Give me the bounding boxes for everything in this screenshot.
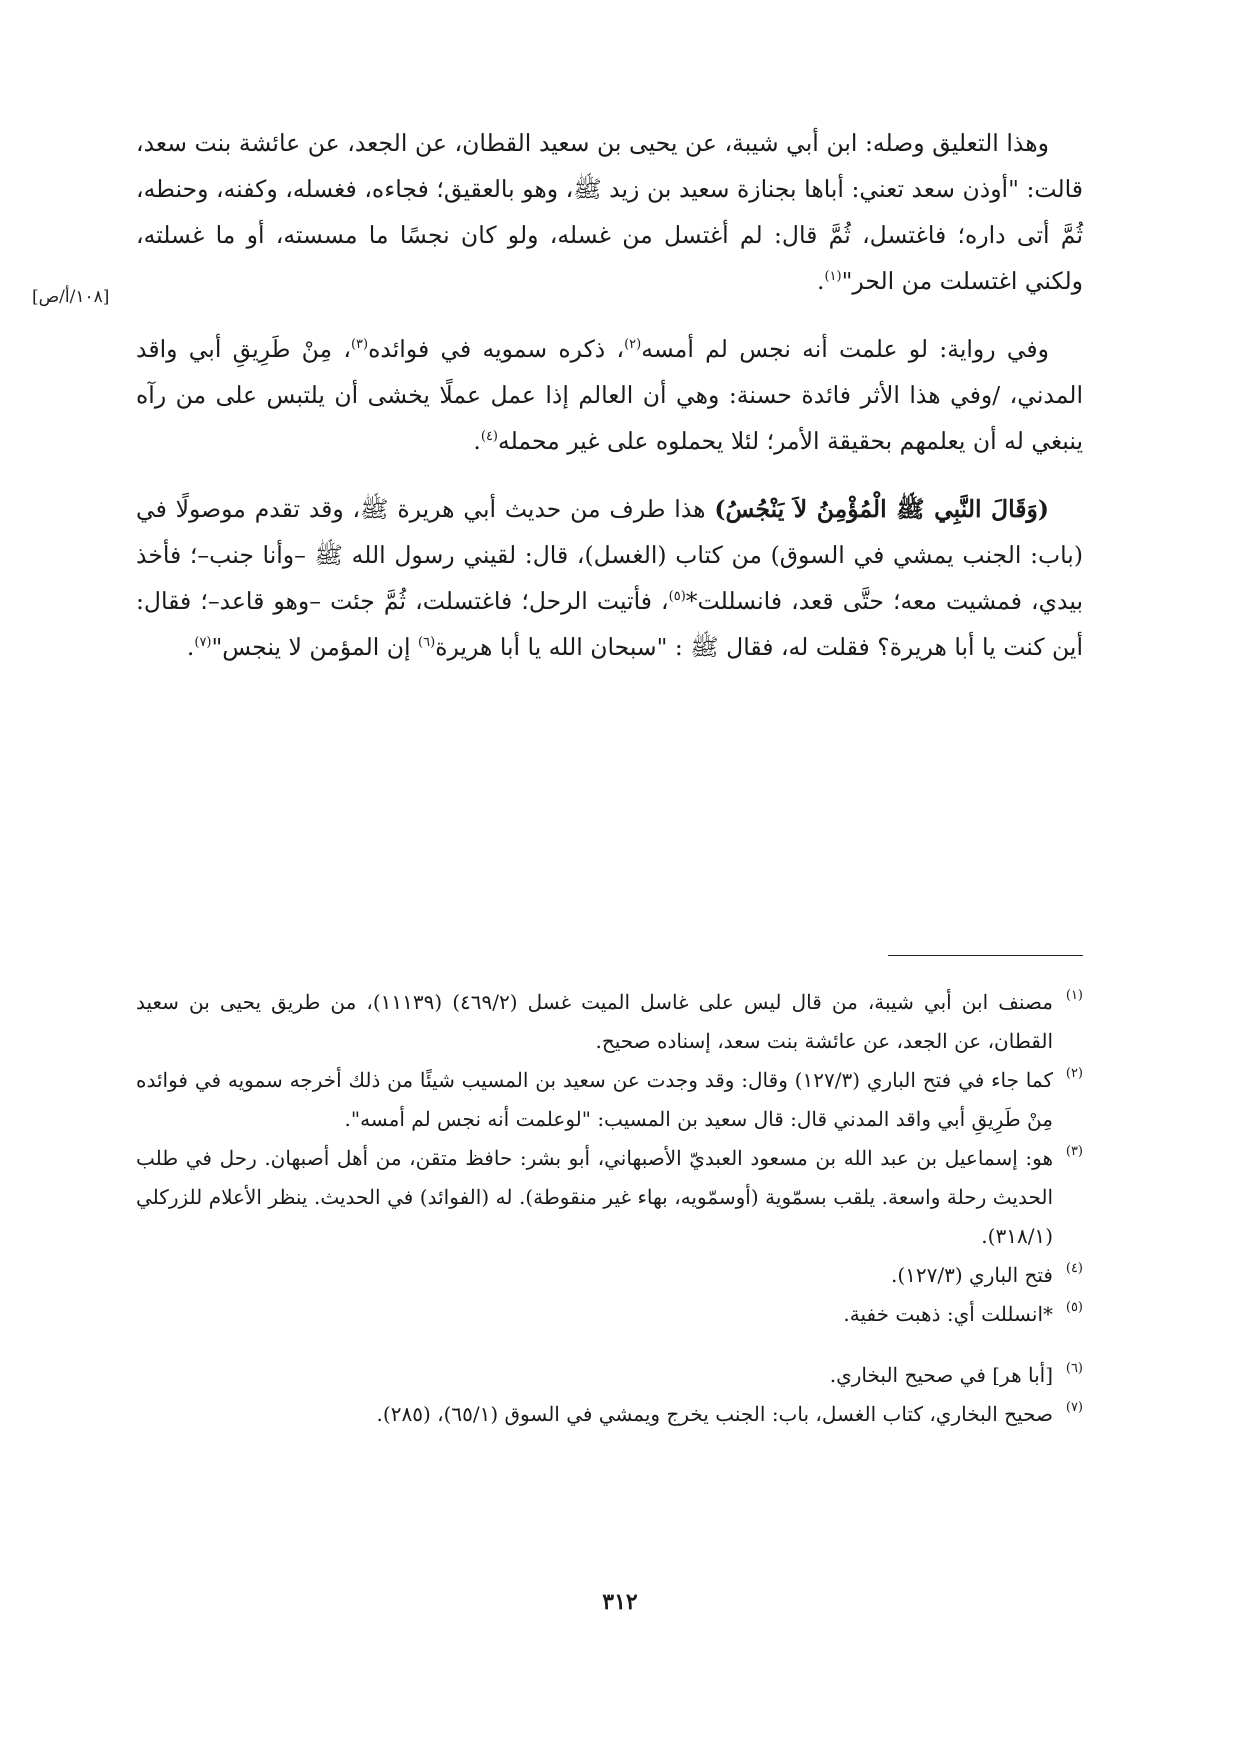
paragraph-3 (136, 486, 1083, 670)
footnote-number: (٣) (1065, 1144, 1083, 1159)
paragraph-1-text: وهذا التعليق وصله: ابن أبي شيبة، عن يحيى بن سعيد القطان، عن الجعد، عن عائشة بنت سعد، قالت: "أوذن سعد تعني: أباها بجنازة سعيد بن زيد ﷺ، وهو بالعقيق؛ فجاءه، فغسله، وكفنه، وحنطه، ثُمَّ أتى داره؛ فاغتسل، ثُمَّ قال: لم أغتسل من غسله، ولو كان نجسًا ما مسسته، أو ما غسلته، ولكني اغتسلت من الحر" (136, 129, 1083, 295)
footnote-5 (136, 1295, 1083, 1334)
footnote-number: (٧) (1065, 1400, 1083, 1415)
paragraph-3-text-c: إن المؤمن لا ينجس" (211, 633, 419, 661)
footnote-ref-6[interactable]: (٦) (418, 635, 436, 651)
footnote-ref-2[interactable]: (٢) (624, 337, 642, 353)
footnote-text: مصنف ابن أبي شيبة، من قال ليس على غاسل الميت غسل (٤٦٩/٢) (١١١٣٩)، من طريق يحيى بن سعيد القطان، عن الجعد، عن عائشة بنت سعد، إسناده صحيح. (136, 990, 1053, 1053)
footnote-number: (٢) (1065, 1066, 1083, 1081)
footnote-number: (١) (1065, 988, 1083, 1003)
footnote-6 (136, 1356, 1083, 1395)
paragraph-2-text-c: ، مِنْ طَرِيقِ أبي واقد المدني، /وفي هذا الأثر فائدة حسنة: وهي أن العالم إذا عمل عملًا يخشى أن يلتبس على من رآه ينبغي له أن يعلمهم بحقيقة الأمر؛ لئلا يحملوه على غير محمله (136, 335, 1083, 455)
footnote-7 (136, 1395, 1083, 1434)
footnotes-section (136, 983, 1083, 1434)
footnote-text: كما جاء في فتح الباري (١٢٧/٣) وقال: وقد وجدت عن سعيد بن المسيب شيئًا من ذلك أخرجه سمويه في فوائده مِنْ طَرِيقِ أبي واقد المدني قال: قال سعيد بن المسيب: "لوعلمت أنه نجس لم أمسه". (136, 1068, 1053, 1131)
footnote-text: هو: إسماعيل بن عبد الله بن مسعود العبديّ الأصبهاني، أبو بشر: حافظ متقن، من أهل أصبهان. رحل في طلب الحديث رحلة واسعة. يلقب بسمّوية (أوسمّويه، بهاء غير منقوطة). له (الفوائد) في الحديث. ينظر الأعلام للزركلي (٣١٨/١). (136, 1146, 1054, 1248)
manuscript-margin-note: [١٠٨/أ/ص] (32, 287, 110, 307)
footnote-separator (888, 955, 1083, 956)
footnote-number: (٥) (1065, 1300, 1083, 1315)
footnote-text: فتح الباري (١٢٧/٣). (890, 1263, 1053, 1287)
paragraph-3-text-a: هذا طرف من حديث أبي هريرة ﷺ، وقد تقدم موصولًا في (باب: الجنب يمشي في السوق) من كتاب (الغسل)، قال: لقيني رسول الله ﷺ –وأنا جنب–؛ فأخذ بيدي، فمشيت معه؛ حتَّى قعد، فانسللت* (136, 495, 1084, 615)
footnote-text: [أبا هر] في صحيح البخاري. (829, 1363, 1053, 1387)
footnote-ref-4[interactable]: (٤) (480, 429, 498, 445)
footnote-ref-3[interactable]: (٣) (350, 337, 369, 353)
footnote-number: (٤) (1065, 1261, 1083, 1276)
page-number: ٣١٢ (602, 1589, 638, 1615)
footnote-ref-5[interactable]: (٥) (668, 589, 686, 605)
footnote-2 (136, 1061, 1083, 1139)
footnote-ref-1[interactable]: (١) (824, 269, 842, 285)
paragraph-2 (136, 326, 1083, 464)
footnote-4 (136, 1256, 1083, 1295)
paragraph-2-text-a: وفي رواية: لو علمت أنه نجس لم أمسه (641, 335, 1049, 363)
paragraph-2-end: . (473, 427, 481, 455)
footnote-1 (136, 983, 1083, 1061)
paragraph-3-end: . (186, 633, 195, 661)
footnote-3 (136, 1139, 1083, 1256)
footnote-gap (136, 1334, 1083, 1356)
footnote-number: (٦) (1065, 1361, 1083, 1376)
paragraph-2-text-b: ، ذكره سمويه في فوائده (368, 335, 625, 363)
footnote-text: صحيح البخاري، كتاب الغسل، باب: الجنب يخرج ويمشي في السوق (٦٥/١)، (٢٨٥). (376, 1402, 1053, 1426)
hadith-quote: (وَقَالَ النَّبِي ﷺ الْمُؤْمِنُ لاَ يَنْجُسُ) (714, 495, 1049, 523)
paragraph-1-end: . (816, 267, 825, 295)
footnote-text: *انسللت أي: ذهبت خفية. (843, 1302, 1053, 1326)
paragraph-3-text-b: ، فأتيت الرحل؛ فاغتسلت، ثُمَّ جئت –وهو قاعد–؛ فقال: أين كنت يا أبا هريرة؟ فقلت له، فقال ﷺ : "سبحان الله يا أبا هريرة (136, 587, 1083, 661)
footnote-ref-7[interactable]: (٧) (194, 635, 212, 651)
main-text-body (136, 120, 1083, 670)
paragraph-1 (136, 120, 1083, 304)
